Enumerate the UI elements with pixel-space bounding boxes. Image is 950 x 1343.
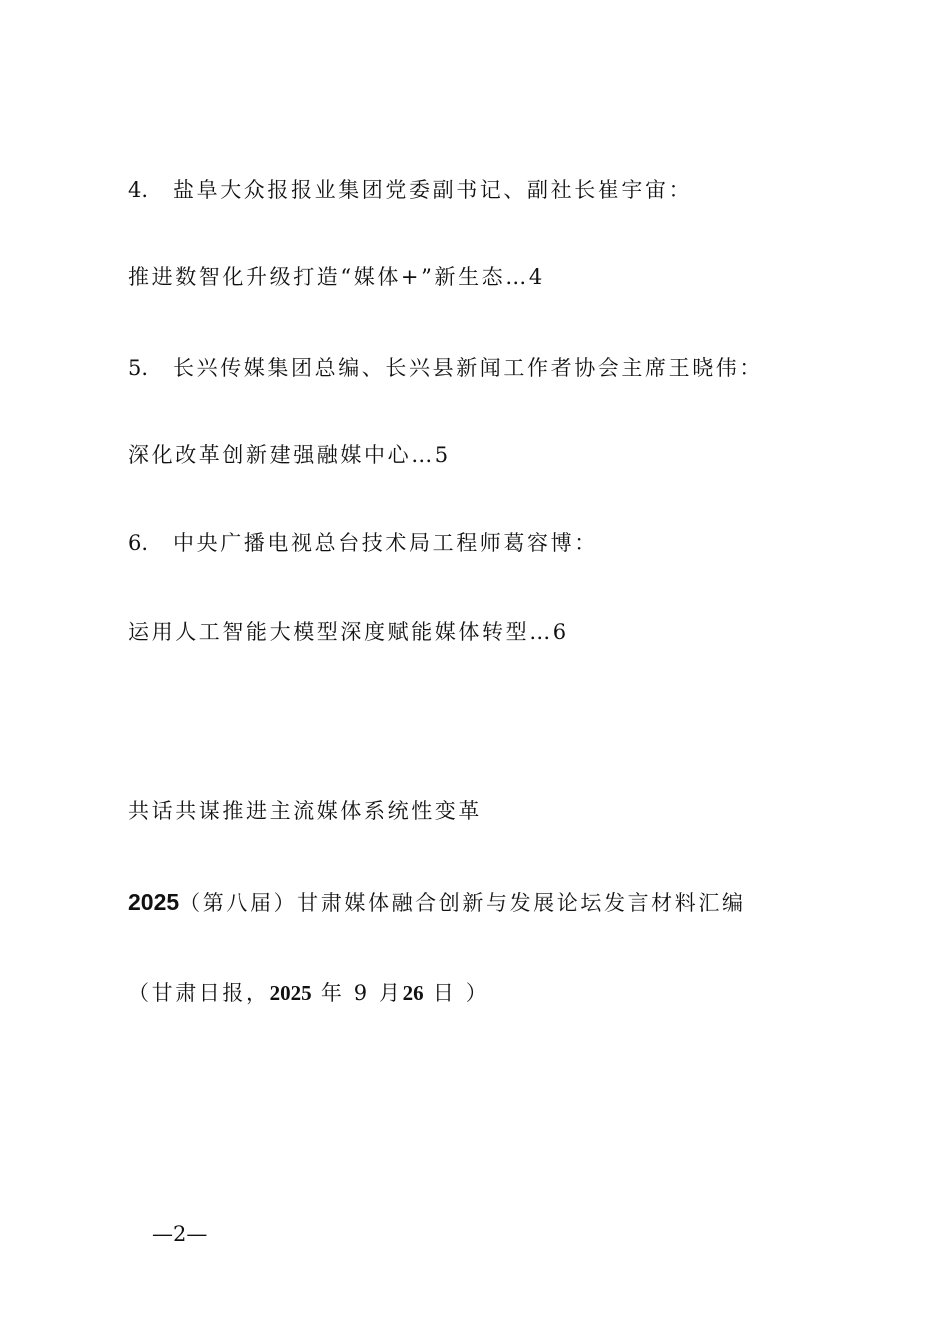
toc-item-4-text: 盐阜大众报报业集团党委副书记、副社长崔宇宙： (173, 178, 693, 202)
toc-item-6-text: 中央广播电视总台技术局工程师葛容博： (173, 531, 598, 555)
toc-item-5-subtitle: 深化改革创新建强融媒中心…5 (128, 443, 451, 467)
toc-item-5-number: 5. (128, 356, 149, 380)
subheading-text: （第八届）甘肃媒体融合创新与发展论坛发言材料汇编 (179, 891, 746, 915)
source-yue: 月 (369, 981, 403, 1005)
toc-item-6-subtitle: 运用人工智能大模型深度赋能媒体转型…6 (128, 620, 569, 644)
section-subheading (128, 891, 746, 914)
source-open: （甘肃日报， (128, 981, 270, 1005)
subheading-year: 2025 (128, 889, 180, 915)
toc-item-4-number: 4. (128, 178, 149, 202)
toc-item-5-text: 长兴传媒集团总编、长兴县新闻工作者协会主席王晓伟： (173, 356, 763, 380)
source-month: 9 (353, 981, 370, 1005)
source-line (128, 983, 489, 1004)
toc-item-5-title (128, 358, 763, 379)
source-day: 26 (402, 981, 424, 1005)
toc-item-4-subtitle: 推进数智化升级打造“媒体+”新生态…4 (128, 265, 545, 289)
source-year: 2025 (269, 981, 312, 1005)
toc-item-4-title (128, 180, 692, 201)
toc-item-6-title (128, 533, 598, 554)
source-ri: 日 ） (423, 981, 490, 1005)
section-heading: 共话共谋推进主流媒体系统性变革 (128, 799, 482, 823)
page-number: —2— (152, 1222, 208, 1246)
source-nian: 年 (311, 981, 354, 1005)
toc-item-6-number: 6. (128, 531, 149, 555)
